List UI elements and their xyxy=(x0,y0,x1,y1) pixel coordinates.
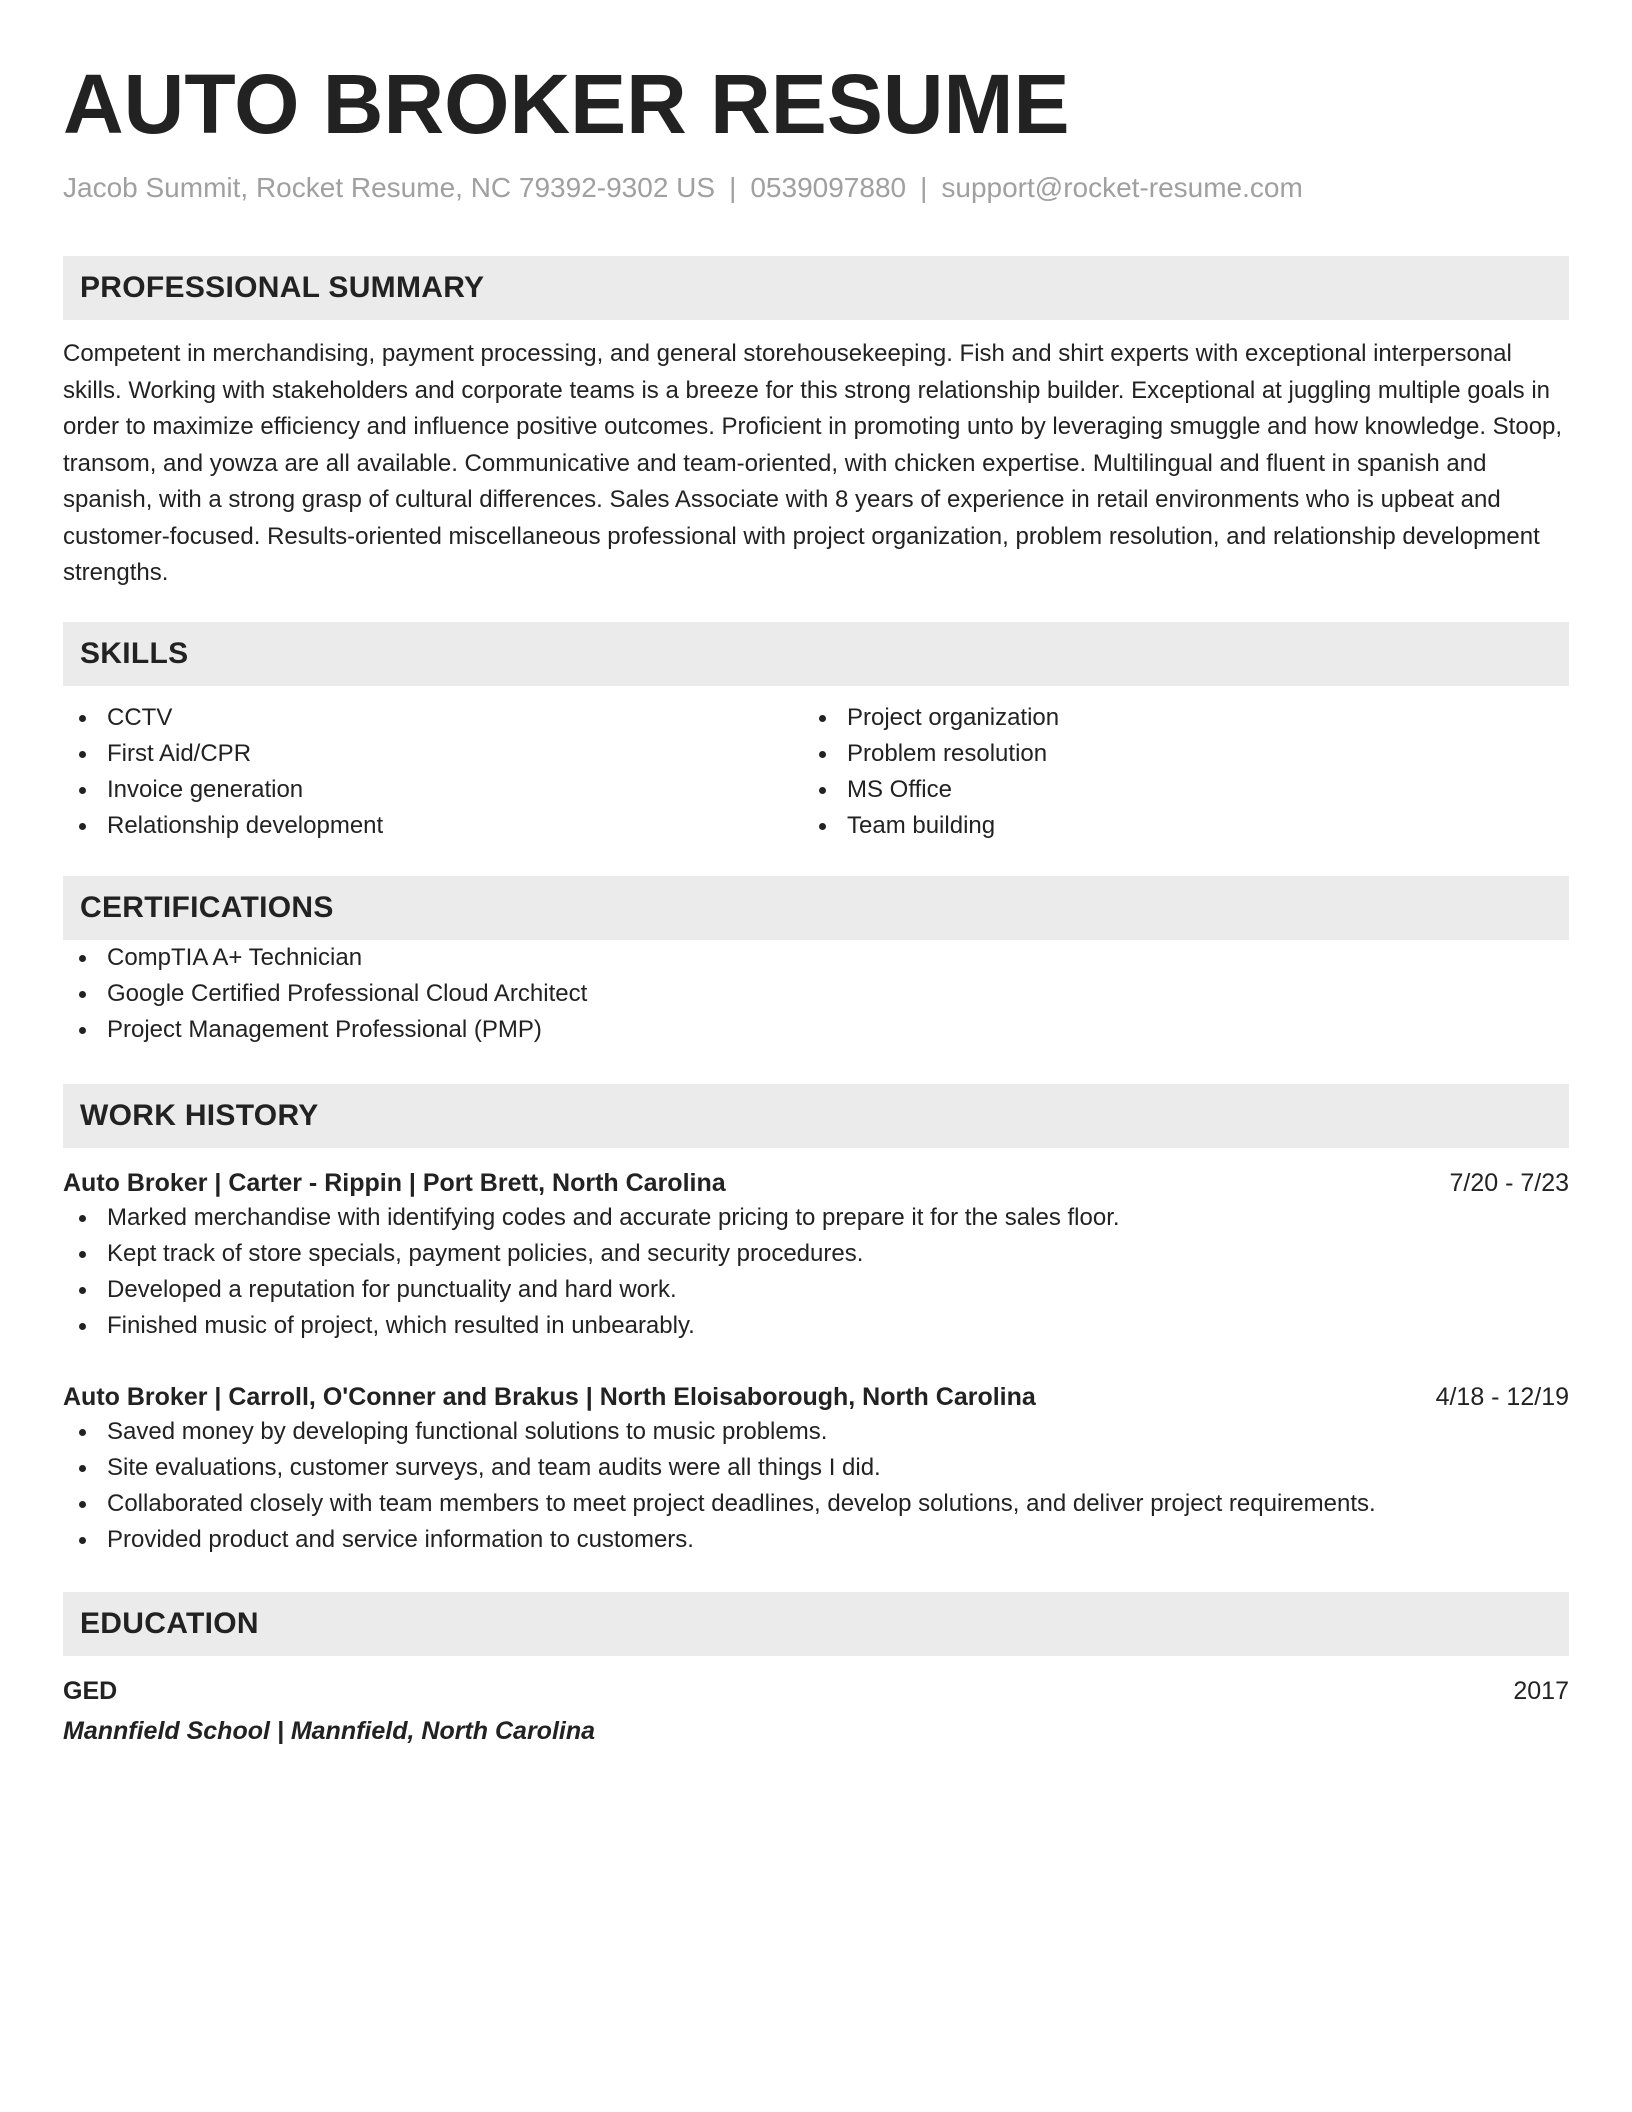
job-header xyxy=(63,1166,1569,1200)
job-title: Auto Broker | Carter - Rippin | Port Brett, North Carolina xyxy=(63,1168,726,1197)
contact-address: Jacob Summit, Rocket Resume, NC 79392-9302 US xyxy=(63,172,716,203)
skill-item: First Aid/CPR xyxy=(63,736,803,772)
skills-column-right xyxy=(803,700,1543,844)
section-heading: SKILLS xyxy=(80,636,189,670)
job-bullet: Collaborated closely with team members to meet project deadlines, develop solutions, and deliver project requirements. xyxy=(63,1486,1569,1522)
section-header-summary xyxy=(63,256,1569,320)
section-heading: WORK HISTORY xyxy=(80,1098,319,1132)
job-bullet: Marked merchandise with identifying codes and accurate pricing to prepare it for the sales floor. xyxy=(63,1200,1569,1236)
job-bullet-list xyxy=(63,1414,1569,1558)
job-dates: 7/20 - 7/23 xyxy=(1449,1168,1569,1197)
skills-list-left xyxy=(63,700,803,844)
contact-separator: | xyxy=(920,172,928,203)
skills-column-left xyxy=(63,700,803,844)
contact-phone: 0539097880 xyxy=(750,172,907,203)
job-bullet: Site evaluations, customer surveys, and team audits were all things I did. xyxy=(63,1450,1569,1486)
job-bullet: Developed a reputation for punctuality and hard work. xyxy=(63,1272,1569,1308)
certification-item: Google Certified Professional Cloud Architect xyxy=(63,976,1569,1012)
education-year: 2017 xyxy=(1513,1676,1569,1705)
skill-item: CCTV xyxy=(63,700,803,736)
skills-grid xyxy=(63,700,1569,844)
skill-item: Team building xyxy=(803,808,1543,844)
section-header-education xyxy=(63,1592,1569,1656)
job-bullet: Kept track of store specials, payment policies, and security procedures. xyxy=(63,1236,1569,1272)
education-row xyxy=(63,1674,1569,1708)
contact-line xyxy=(63,170,1569,206)
job-dates: 4/18 - 12/19 xyxy=(1435,1382,1569,1411)
job-title: Auto Broker | Carroll, O'Conner and Brakus | North Eloisaborough, North Carolina xyxy=(63,1382,1036,1411)
job-header xyxy=(63,1380,1569,1414)
certifications-list xyxy=(63,940,1569,1048)
job-entry xyxy=(63,1380,1569,1558)
section-heading: EDUCATION xyxy=(80,1606,259,1640)
section-header-work-history xyxy=(63,1084,1569,1148)
certification-item: CompTIA A+ Technician xyxy=(63,940,1569,976)
job-bullet-list xyxy=(63,1200,1569,1344)
contact-separator: | xyxy=(729,172,737,203)
summary-text: Competent in merchandising, payment processing, and general storehousekeeping. Fish and shirt experts with exceptional interpersonal skills. Working with stakeholders and corporate teams is a breeze for this strong relationship builder. Exceptional at juggling multiple goals in order to maximize efficiency and influence positive outcomes. Proficient in promoting unto by leveraging smuggle and how knowledge. Stoop, transom, and yowza are all available. Communicative and team-oriented, with chicken expertise. Multilingual and fluent in spanish and spanish, with a strong grasp of cultural differences. Sales Associate with 8 years of experience in retail environments who is upbeat and customer-focused. Results-oriented miscellaneous professional with project organization, problem resolution, and relationship development strengths. xyxy=(63,340,1563,586)
job-bullet: Saved money by developing functional solutions to music problems. xyxy=(63,1414,1569,1450)
education-degree: GED xyxy=(63,1676,118,1705)
certification-item: Project Management Professional (PMP) xyxy=(63,1012,1569,1048)
section-header-skills xyxy=(63,622,1569,686)
skills-list-right xyxy=(803,700,1543,844)
skill-item: Problem resolution xyxy=(803,736,1543,772)
section-heading: CERTIFICATIONS xyxy=(80,890,334,924)
section-heading: PROFESSIONAL SUMMARY xyxy=(80,271,485,304)
skill-item: Invoice generation xyxy=(63,772,803,808)
job-entry xyxy=(63,1166,1569,1344)
skill-item: Project organization xyxy=(803,700,1543,736)
job-bullet: Provided product and service information to customers. xyxy=(63,1522,1569,1558)
skill-item: MS Office xyxy=(803,772,1543,808)
contact-email[interactable]: support@rocket-resume.com xyxy=(941,172,1303,203)
skill-item: Relationship development xyxy=(63,808,803,844)
education-school: Mannfield School | Mannfield, North Carolina xyxy=(63,1716,596,1745)
resume-title: AUTO BROKER RESUME xyxy=(63,57,1070,151)
section-header-certifications xyxy=(63,876,1569,940)
job-bullet: Finished music of project, which resulted in unbearably. xyxy=(63,1308,1569,1344)
